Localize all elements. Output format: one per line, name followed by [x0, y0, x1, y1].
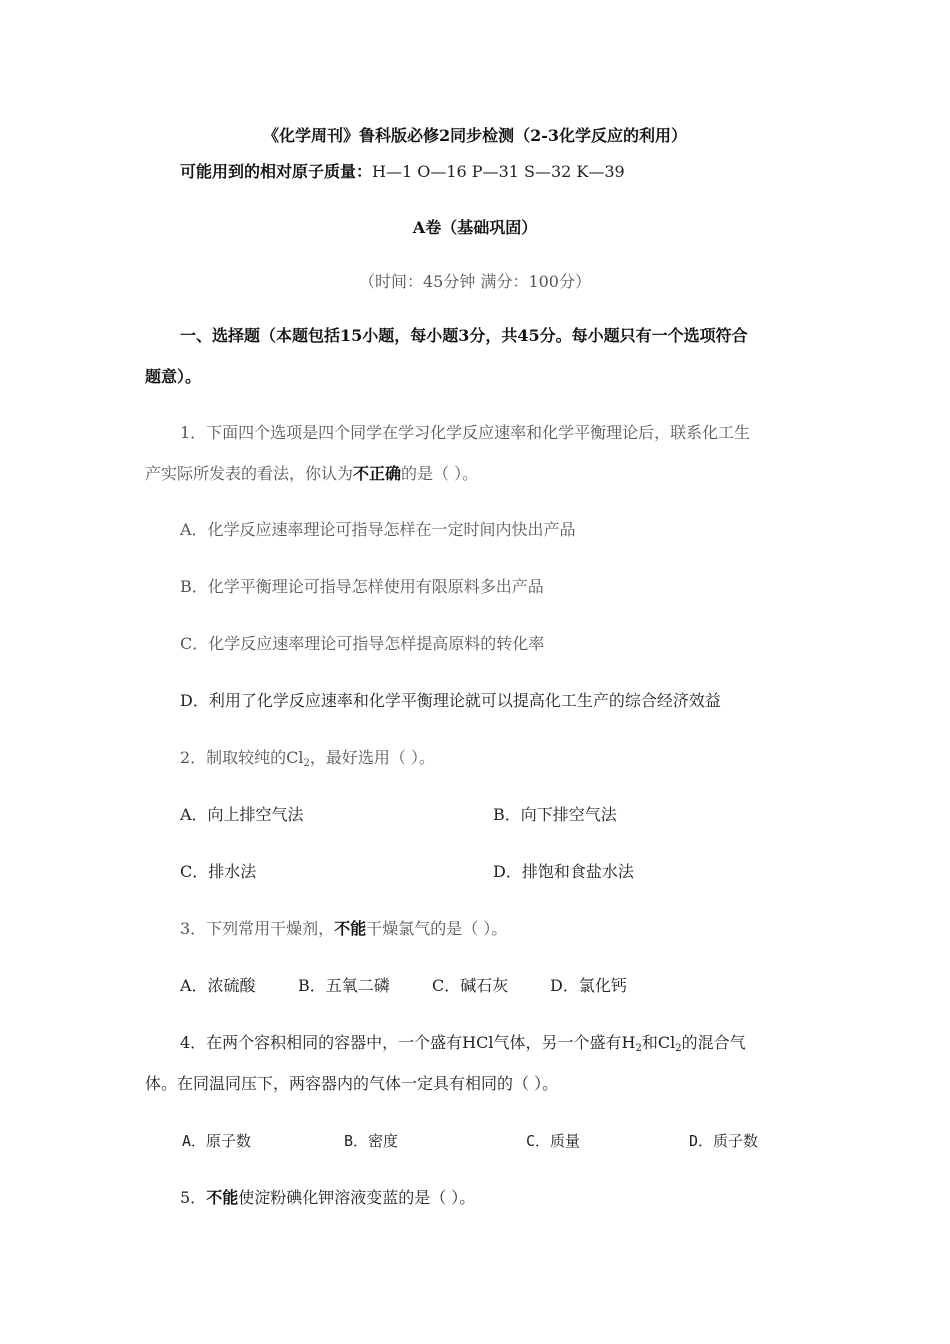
q1-stem-emphasis: 不正确 — [353, 464, 402, 483]
q4-stem-line1 — [180, 1032, 746, 1054]
q3-option-c: C．碱石灰 — [432, 976, 509, 995]
q1-stem-line1: 1．下面四个选项是四个同学在学习化学反应速率和化学平衡理论后，联系化工生 — [180, 423, 751, 442]
atomic-mass-line — [180, 161, 625, 183]
q4-stem-text-2: 和Cl — [641, 1033, 676, 1052]
q1-option-c: C．化学反应速率理论可指导怎样提高原料的转化率 — [180, 634, 545, 653]
q5-stem-emphasis: 不能 — [206, 1188, 239, 1207]
q1-option-b: B．化学平衡理论可指导怎样使用有限原料多出产品 — [180, 577, 544, 596]
part-one-heading-cont: 题意）。 — [145, 367, 202, 386]
q4-stem-text: 4．在两个容积相同的容器中，一个盛有HCl气体，另一个盛有H — [180, 1033, 636, 1052]
atomic-mass-values: H—1 O—16 P—31 S—32 K—39 — [372, 162, 625, 181]
document-title: 《化学周刊》鲁科版必修2同步检测（2-3化学反应的利用） — [262, 126, 688, 145]
q2-stem — [180, 747, 435, 769]
q4-stem-line2: 体。在同温同压下，两容器内的气体一定具有相同的（ ）。 — [145, 1074, 559, 1093]
q2-stem-subscript: 2 — [303, 758, 310, 769]
q2-option-c: C．排水法 — [180, 862, 257, 881]
q3-option-d: D．氯化钙 — [550, 976, 627, 995]
q2-stem-tail: ，最好选用（ ）。 — [309, 748, 436, 767]
q4-stem-subscript-1: 2 — [635, 1043, 642, 1054]
part-one-heading: 一、选择题（本题包括15小题，每小题3分，共45分。每小题只有一个选项符合 — [180, 326, 748, 345]
q4-stem-subscript-2: 2 — [675, 1043, 682, 1054]
q2-option-b: B．向下排空气法 — [493, 805, 617, 824]
q3-stem-tail: 干燥氯气的是（ ）。 — [366, 919, 508, 938]
atomic-mass-label: 可能用到的相对原子质量： — [180, 162, 373, 181]
q1-stem-line2 — [145, 463, 478, 485]
q4-stem-text-3: 的混合气 — [681, 1033, 746, 1052]
q1-stem-tail: 的是（ ）。 — [401, 464, 479, 483]
q2-stem-text: 2．制取较纯的Cl — [180, 748, 304, 767]
q5-stem-tail: 使淀粉碘化钾溶液变蓝的是（ ）。 — [238, 1188, 476, 1207]
q3-stem — [180, 918, 507, 940]
q4-option-a: A．原子数 — [182, 1132, 252, 1150]
q3-option-b: B．五氧二磷 — [298, 976, 390, 995]
q2-option-a: A．向上排空气法 — [180, 805, 304, 824]
q1-option-a: A．化学反应速率理论可指导怎样在一定时间内快出产品 — [180, 520, 576, 539]
q4-option-b: B．密度 — [344, 1132, 399, 1150]
q1-option-d: D．利用了化学反应速率和化学平衡理论就可以提高化工生产的综合经济效益 — [180, 691, 721, 710]
section-title: A卷（基础巩固） — [412, 218, 538, 237]
q3-stem-emphasis: 不能 — [334, 919, 367, 938]
q5-stem-text: 5． — [180, 1188, 207, 1207]
q5-stem — [180, 1187, 475, 1209]
time-info: （时间：45分钟 满分：100分） — [359, 272, 591, 291]
q1-stem-text: 产实际所发表的看法，你认为 — [145, 464, 354, 483]
q3-stem-text: 3．下列常用干燥剂， — [180, 919, 335, 938]
q4-option-d: D．质子数 — [689, 1132, 759, 1150]
q3-option-a: A．浓硫酸 — [180, 976, 256, 995]
q4-option-c: C．质量 — [526, 1132, 581, 1150]
q2-option-d: D．排饱和食盐水法 — [493, 862, 634, 881]
